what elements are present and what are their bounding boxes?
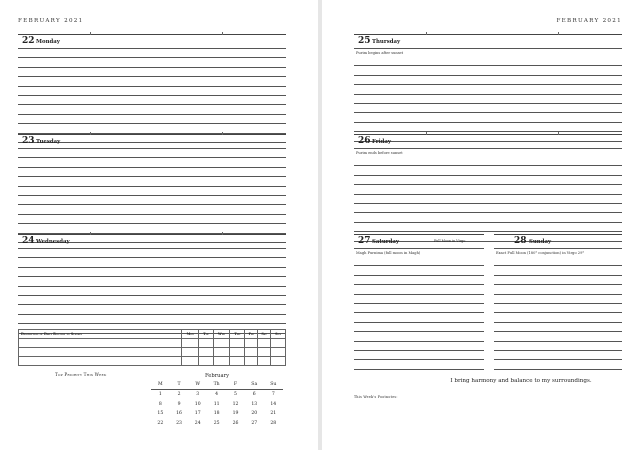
calendar-date: 21 [270, 411, 277, 417]
day-note: Purim begins after sunset [356, 51, 404, 55]
day-header [494, 234, 622, 249]
calendar-date: 27 [251, 421, 258, 427]
calendar-date: 4 [215, 392, 219, 398]
tick-mark [90, 32, 91, 35]
day-number: 22 [22, 36, 35, 46]
tick-mark [90, 232, 91, 235]
ruled-lines[interactable] [18, 49, 286, 143]
day-number: 26 [358, 136, 371, 146]
day-name: Monday [36, 38, 60, 45]
tick-mark [222, 32, 223, 35]
calendar-date: 17 [194, 411, 201, 417]
calendar-date: 3 [196, 392, 200, 398]
day-header [354, 34, 622, 49]
tracker-title: Description of Daily Routine to Sustain [19, 330, 182, 339]
day-block-monday [18, 34, 286, 143]
day-header [18, 234, 286, 249]
tick-mark [222, 232, 223, 235]
ruled-lines[interactable] [18, 149, 286, 243]
day-name: Thursday [372, 38, 401, 45]
tracker-row[interactable] [19, 357, 286, 366]
calendar-date: 20 [251, 411, 258, 417]
tracker-day-thu: Thu [230, 330, 245, 339]
tracker-day-sun: Sun [271, 330, 286, 339]
ruled-lines[interactable] [354, 157, 622, 242]
calendar-weekday: W [195, 382, 201, 387]
tracker-day-wed: Wed [213, 330, 230, 339]
calendar-weekday: Sa [251, 382, 258, 387]
calendar-week [151, 409, 283, 419]
tracker-day-mon: Mon [182, 330, 199, 339]
tracker-day-fri: Fri [245, 330, 258, 339]
day-number: 23 [22, 136, 35, 146]
day-name: Saturday [372, 238, 400, 245]
calendar-weekday: T [177, 382, 181, 387]
moon-phase-note: Full Moon in Virgo [434, 239, 466, 243]
tracker-row[interactable] [19, 348, 286, 357]
ruled-lines[interactable] [18, 249, 286, 334]
right-page [322, 0, 640, 450]
calendar-date: 26 [232, 421, 239, 427]
calendar-date: 5 [234, 392, 237, 398]
tick-mark [90, 132, 91, 135]
tick-mark [558, 132, 559, 135]
tick-mark [558, 32, 559, 35]
day-note: Magh Purnima (full moon in Magh) [356, 251, 421, 255]
calendar-date: 14 [270, 401, 277, 407]
calendar-date: 16 [176, 411, 182, 417]
day-number: 24 [22, 236, 35, 246]
left-header: FEBRUARY 2021 [18, 18, 84, 24]
day-block-thursday [354, 34, 622, 142]
tick-mark [222, 132, 223, 135]
tracker-day-tue: Tue [199, 330, 213, 339]
calendar-date: 19 [232, 411, 239, 417]
day-header [18, 134, 286, 149]
calendar-weekday: Su [270, 382, 277, 387]
calendar-date: 6 [252, 392, 256, 398]
ruled-lines[interactable] [354, 257, 484, 370]
footnotes-label: This Week's Footnotes: [354, 395, 398, 399]
day-number: 28 [514, 236, 527, 246]
calendar-date: 15 [157, 411, 164, 417]
tracker-day-sat: Sat [257, 330, 270, 339]
affirmation: I bring harmony and balance to my surroundings. [450, 378, 592, 384]
calendar-date: 18 [213, 411, 220, 417]
calendar-week [151, 400, 283, 410]
day-note: Exact Full Moon (180° conjunction) in Virgo 29° [496, 251, 585, 255]
day-name: Sunday [529, 238, 552, 245]
calendar-date: 28 [270, 421, 277, 427]
day-block-sunday [494, 234, 622, 370]
calendar-date: 7 [271, 392, 275, 398]
routine-tracker [18, 329, 286, 366]
day-block-friday [354, 134, 622, 242]
calendar-date: 12 [232, 401, 239, 407]
tick-mark [426, 32, 427, 35]
day-block-saturday [354, 234, 484, 370]
day-note: Purim ends before sunset [356, 151, 403, 155]
calendar-date: 1 [158, 392, 162, 398]
right-header: FEBRUARY 2021 [556, 18, 622, 24]
tick-mark [426, 132, 427, 135]
day-name: Tuesday [36, 138, 61, 145]
day-block-wednesday [18, 234, 286, 334]
day-header [18, 34, 286, 49]
calendar-date: 23 [176, 421, 182, 427]
calendar-month: February [204, 373, 230, 379]
calendar-date: 8 [158, 401, 162, 407]
calendar-week [151, 419, 283, 429]
calendar-date: 11 [213, 401, 220, 407]
day-header [354, 234, 484, 249]
day-header [354, 134, 622, 149]
day-number: 25 [358, 36, 371, 46]
top-priority-label: Top Priority This Week [55, 372, 107, 377]
calendar-date: 13 [251, 401, 258, 407]
day-number: 27 [358, 236, 371, 246]
day-name: Friday [372, 138, 392, 145]
day-block-tuesday [18, 134, 286, 243]
calendar-date: 22 [157, 421, 164, 427]
calendar-date: 2 [177, 392, 181, 398]
calendar-weekday: M [157, 382, 163, 387]
ruled-lines[interactable] [354, 57, 622, 142]
calendar-weekday: F [233, 382, 238, 387]
calendar-date: 9 [177, 401, 181, 407]
calendar-date: 24 [194, 421, 201, 427]
calendar-date: 25 [213, 421, 220, 427]
calendar-date: 10 [194, 401, 201, 407]
day-name: Wednesday [36, 238, 70, 245]
calendar-weekday: Th [213, 382, 220, 387]
calendar-week [151, 390, 283, 400]
left-page [0, 0, 318, 450]
mini-calendar [151, 373, 283, 428]
ruled-lines[interactable] [494, 257, 622, 370]
tracker-row[interactable] [19, 339, 286, 348]
